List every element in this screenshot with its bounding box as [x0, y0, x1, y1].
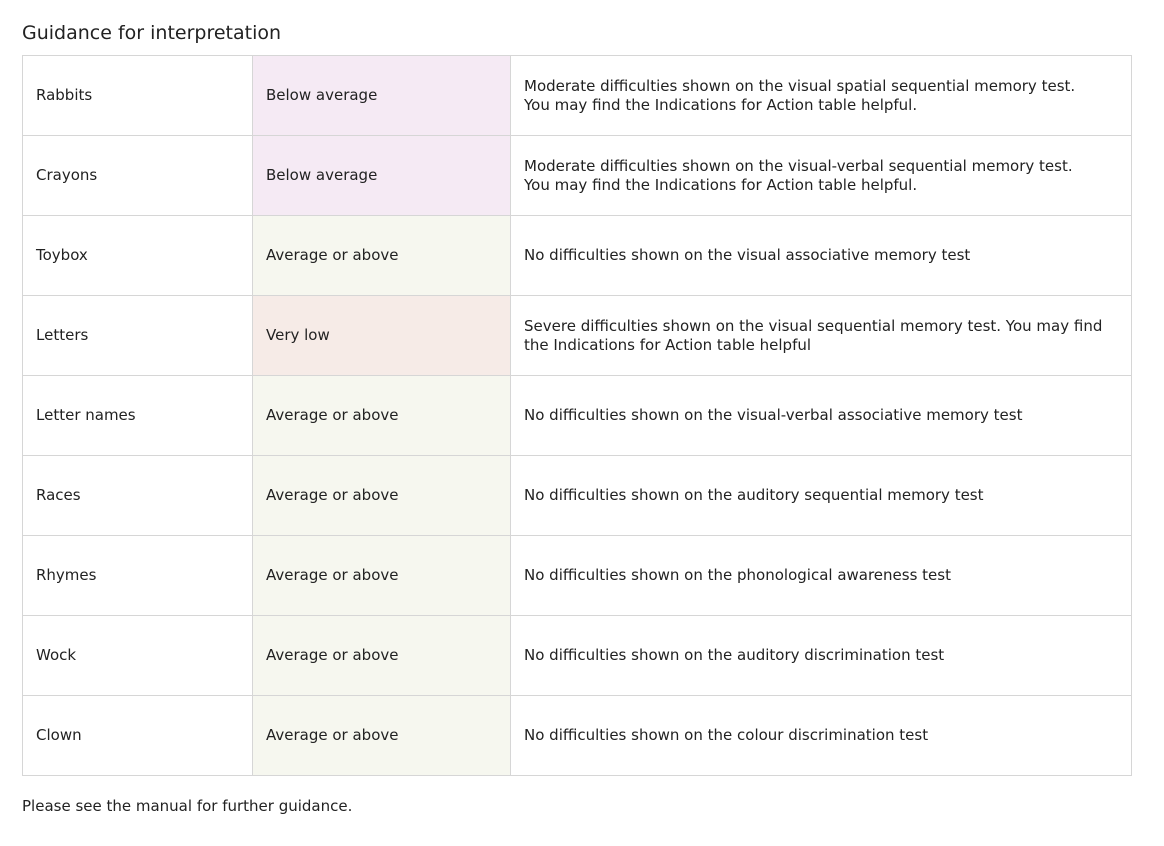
test-name: Crayons [23, 136, 253, 216]
page-title: Guidance for interpretation [22, 22, 282, 44]
test-name: Races [23, 456, 253, 536]
test-name: Clown [23, 696, 253, 776]
table-row [23, 536, 1132, 616]
table-row [23, 456, 1132, 536]
table-row [23, 296, 1132, 376]
guidance-note: No difficulties shown on the colour discrimination test [511, 696, 1132, 776]
table-row [23, 376, 1132, 456]
score-band: Average or above [253, 376, 511, 456]
guidance-note: No difficulties shown on the phonological awareness test [511, 536, 1132, 616]
table-row [23, 696, 1132, 776]
test-name: Toybox [23, 216, 253, 296]
guidance-note: Moderate difficulties shown on the visual spatial sequential memory test. You may find the Indications for Action table helpful. [511, 56, 1132, 136]
score-band: Average or above [253, 216, 511, 296]
test-name: Wock [23, 616, 253, 696]
guidance-table-body [23, 56, 1132, 776]
table-row [23, 616, 1132, 696]
table-row [23, 216, 1132, 296]
guidance-note: No difficulties shown on the auditory discrimination test [511, 616, 1132, 696]
test-name: Letter names [23, 376, 253, 456]
score-band: Average or above [253, 696, 511, 776]
score-band: Very low [253, 296, 511, 376]
score-band: Average or above [253, 536, 511, 616]
guidance-table [22, 55, 1132, 776]
score-band: Average or above [253, 616, 511, 696]
test-name: Rabbits [23, 56, 253, 136]
table-row [23, 136, 1132, 216]
guidance-note: Moderate difficulties shown on the visual-verbal sequential memory test. You may find the Indications for Action table helpful. [511, 136, 1132, 216]
test-name: Letters [23, 296, 253, 376]
guidance-note: No difficulties shown on the auditory sequential memory test [511, 456, 1132, 536]
table-row [23, 56, 1132, 136]
guidance-page [22, 0, 1131, 816]
score-band: Average or above [253, 456, 511, 536]
score-band: Below average [253, 56, 511, 136]
footer-note: Please see the manual for further guidance. [22, 797, 353, 815]
guidance-note: Severe difficulties shown on the visual sequential memory test. You may find the Indications for Action table helpful [511, 296, 1132, 376]
guidance-note: No difficulties shown on the visual-verbal associative memory test [511, 376, 1132, 456]
score-band: Below average [253, 136, 511, 216]
guidance-note: No difficulties shown on the visual associative memory test [511, 216, 1132, 296]
test-name: Rhymes [23, 536, 253, 616]
